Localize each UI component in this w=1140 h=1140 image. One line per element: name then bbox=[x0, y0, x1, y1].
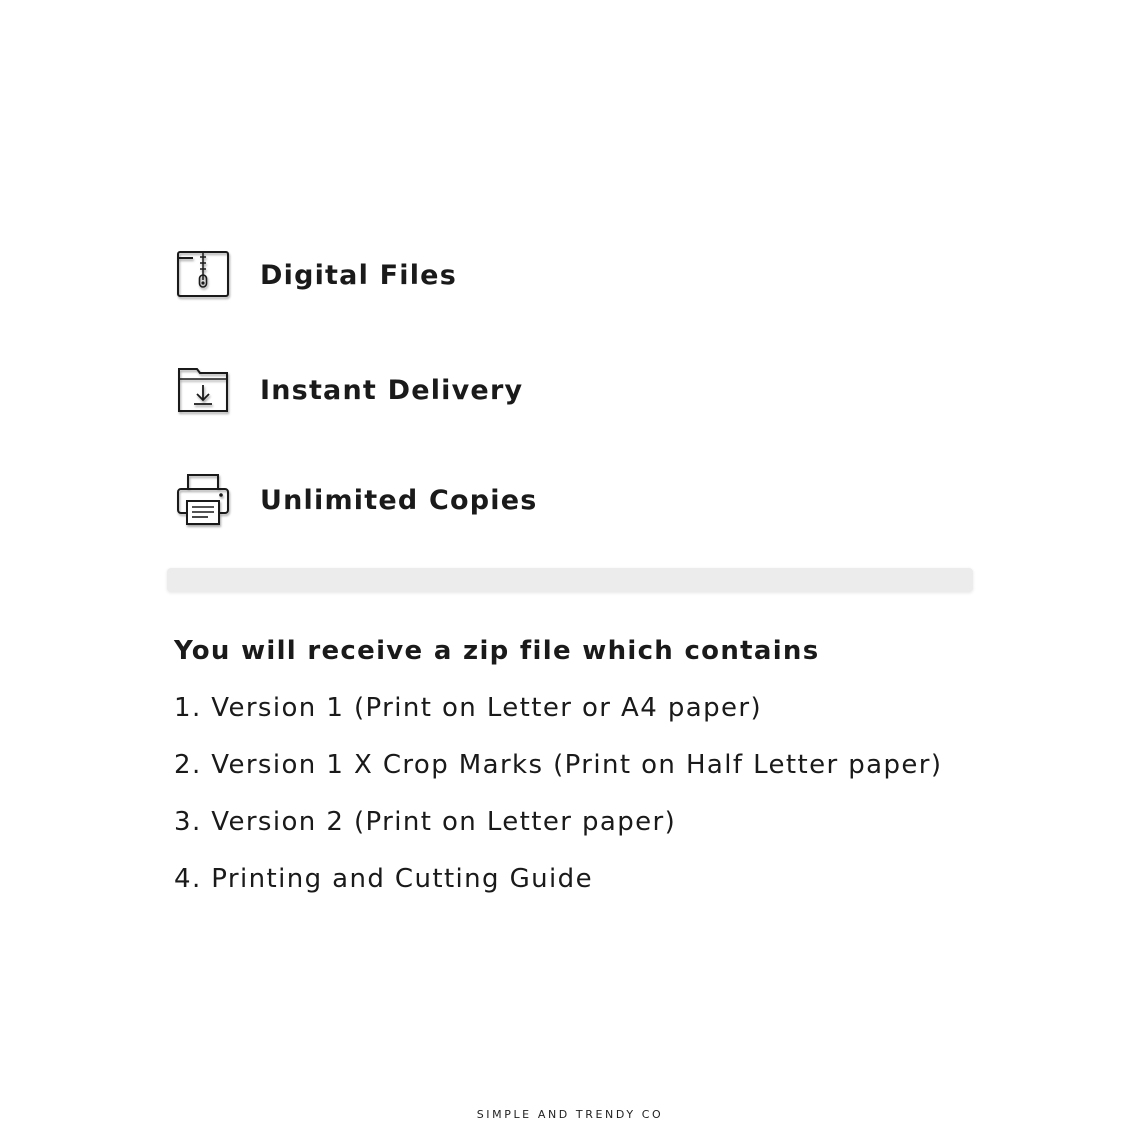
feature-label: Unlimited Copies bbox=[260, 484, 538, 516]
zip-folder-icon bbox=[174, 246, 232, 304]
feature-instant-delivery bbox=[174, 360, 523, 420]
contents-list bbox=[174, 689, 942, 917]
footer-brand: SIMPLE AND TRENDY CO bbox=[476, 1108, 664, 1121]
list-item: 3. Version 2 (Print on Letter paper) bbox=[174, 807, 677, 837]
contents-heading: You will receive a zip file which contains bbox=[174, 636, 820, 666]
download-folder-icon bbox=[174, 361, 232, 419]
feature-unlimited-copies bbox=[174, 470, 538, 530]
list-item: 1. Version 1 (Print on Letter or A4 paper) bbox=[174, 693, 763, 723]
divider-bar bbox=[167, 568, 973, 592]
list-item: 2. Version 1 X Crop Marks (Print on Half Letter paper) bbox=[174, 750, 943, 780]
printer-icon bbox=[174, 471, 232, 529]
feature-label: Digital Files bbox=[260, 259, 457, 291]
list-item: 4. Printing and Cutting Guide bbox=[174, 864, 593, 894]
feature-digital-files bbox=[174, 245, 457, 305]
feature-label: Instant Delivery bbox=[260, 374, 524, 406]
